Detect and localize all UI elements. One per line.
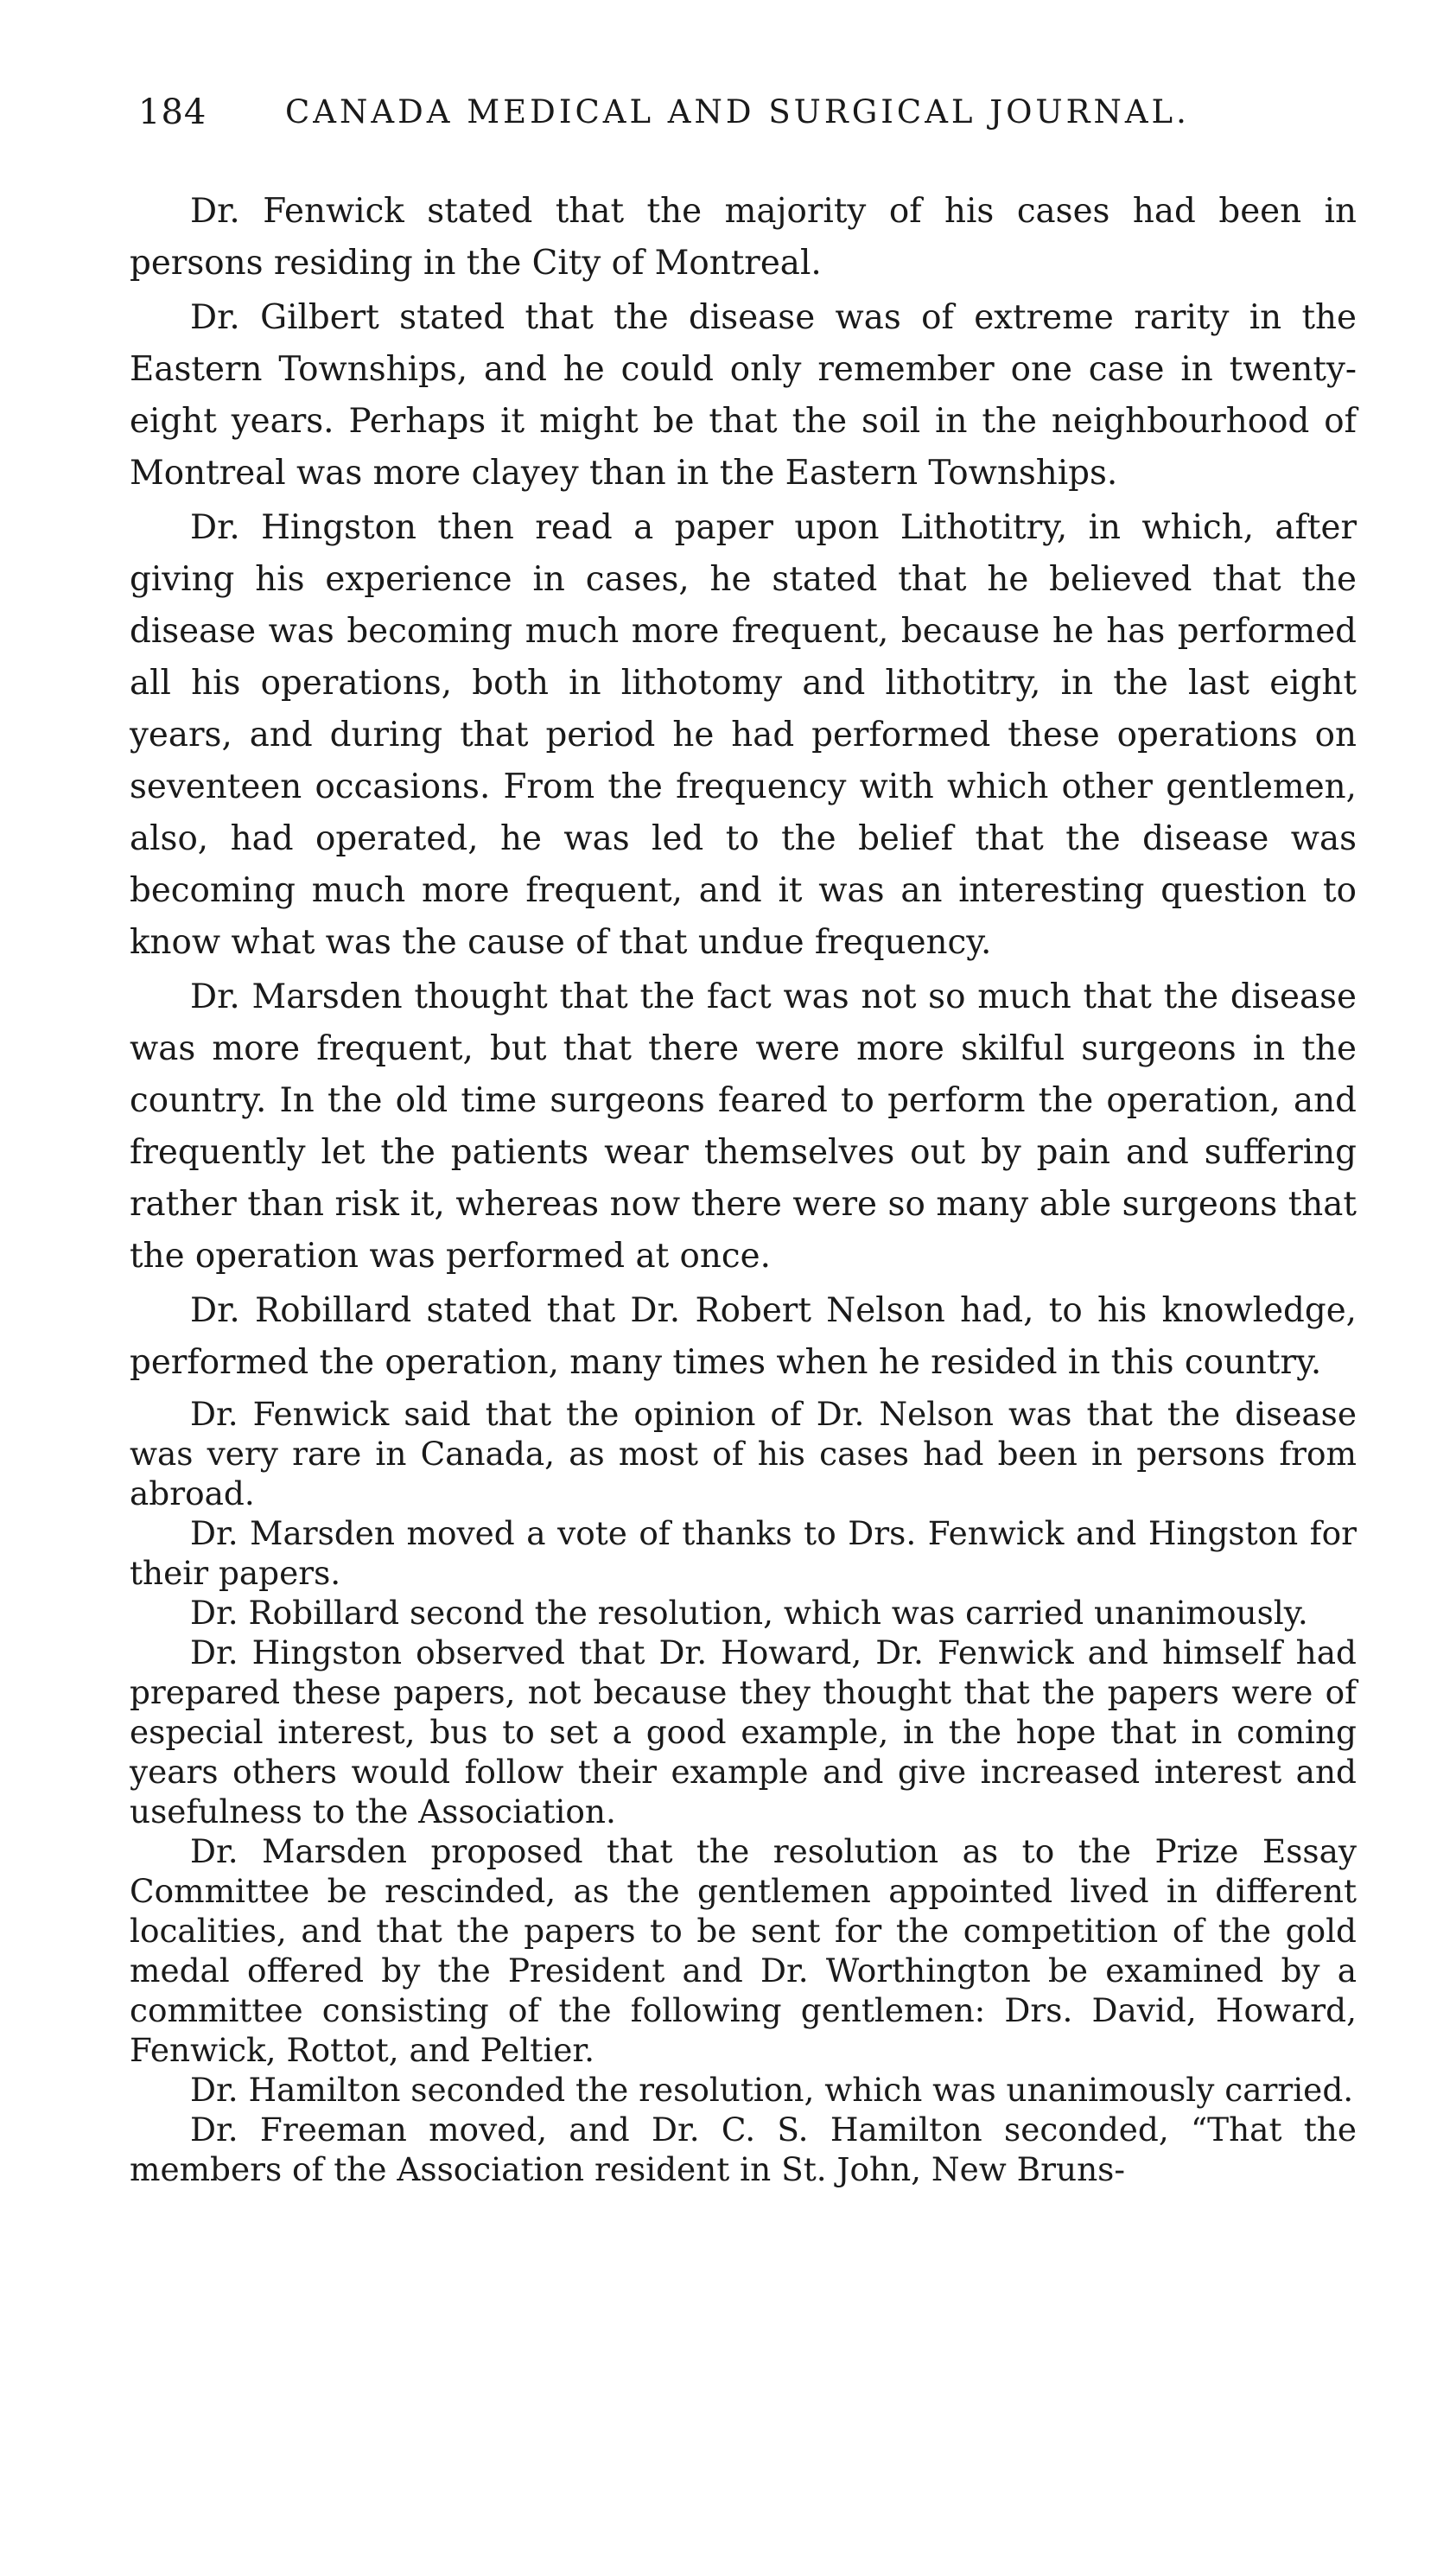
paragraph: Dr. Marsden thought that the fact was not so much that the disease was more frequent, but that there were more skilful surgeons in the country. In the old time surgeons feared to perform the operation, and frequently let the patients wear themselves out by pain and suffering rather than risk it, whereas now there were so many able surgeons that the operation was performed at once.	[130, 977, 1357, 1276]
paragraph: Dr. Freeman moved, and Dr. C. S. Hamilton seconded, “That the members of the Association resident in St. John, New Bruns-	[130, 2111, 1357, 2188]
paragraph: Dr. Marsden proposed that the resolution as to the Prize Essay Committee be rescinded, as the gentlemen appointed lived in different localities, and that the papers to be sent for the competition of the gold medal offered by the President and Dr. Worthington be examined by a committee consisting of the following gentlemen: Drs. David, Howard, Fenwick, Rottot, and Peltier.	[130, 1832, 1357, 2069]
paragraph: Dr. Gilbert stated that the disease was of extreme rarity in the Eastern Townships, and he could only remember one case in twenty-eight years. Perhaps it might be that the soil in the neighbourhood of Montreal was more clayey than in the Eastern Townships.	[130, 298, 1357, 493]
paragraph: Dr. Robillard second the resolution, which was carried unanimously.	[190, 1594, 1308, 1632]
paragraph: Dr. Robillard stated that Dr. Robert Nelson had, to his knowledge, performed the operation, many times when he resided in this country.	[130, 1291, 1357, 1382]
paragraph: Dr. Hamilton seconded the resolution, which was unanimously carried.	[190, 2071, 1354, 2109]
page-number: 184	[138, 92, 207, 132]
paragraph: Dr. Fenwick said that the opinion of Dr. Nelson was that the disease was very rare in Canada, as most of his cases had been in persons from abroad.	[130, 1395, 1357, 1512]
body-text	[130, 186, 1357, 2189]
paragraph: Dr. Hingston then read a paper upon Lithotitry, in which, after giving his experience in cases, he stated that he believed that the disease was becoming much more frequent, because he has performed all his operations, both in lithotomy and lithotitry, in the last eight years, and during that period he had performed these operations on seventeen occasions. From the frequency with which other gentlemen, also, had operated, he was led to the belief that the disease was becoming much more frequent, and it was an interesting question to know what was the cause of that undue frequency.	[130, 508, 1357, 962]
paragraph: Dr. Fenwick stated that the majority of his cases had been in persons residing in the City of Montreal.	[130, 192, 1357, 283]
page-header	[138, 86, 1279, 138]
running-head: CANADA MEDICAL AND SURGICAL JOURNAL.	[285, 93, 1190, 131]
paragraph: Dr. Marsden moved a vote of thanks to Drs. Fenwick and Hingston for their papers.	[130, 1514, 1357, 1592]
paragraph: Dr. Hingston observed that Dr. Howard, Dr. Fenwick and himself had prepared these papers, not because they thought that the papers were of especial interest, bus to set a good example, in the hope that in coming years others would follow their example and give increased interest and usefulness to the Association.	[130, 1633, 1357, 1830]
